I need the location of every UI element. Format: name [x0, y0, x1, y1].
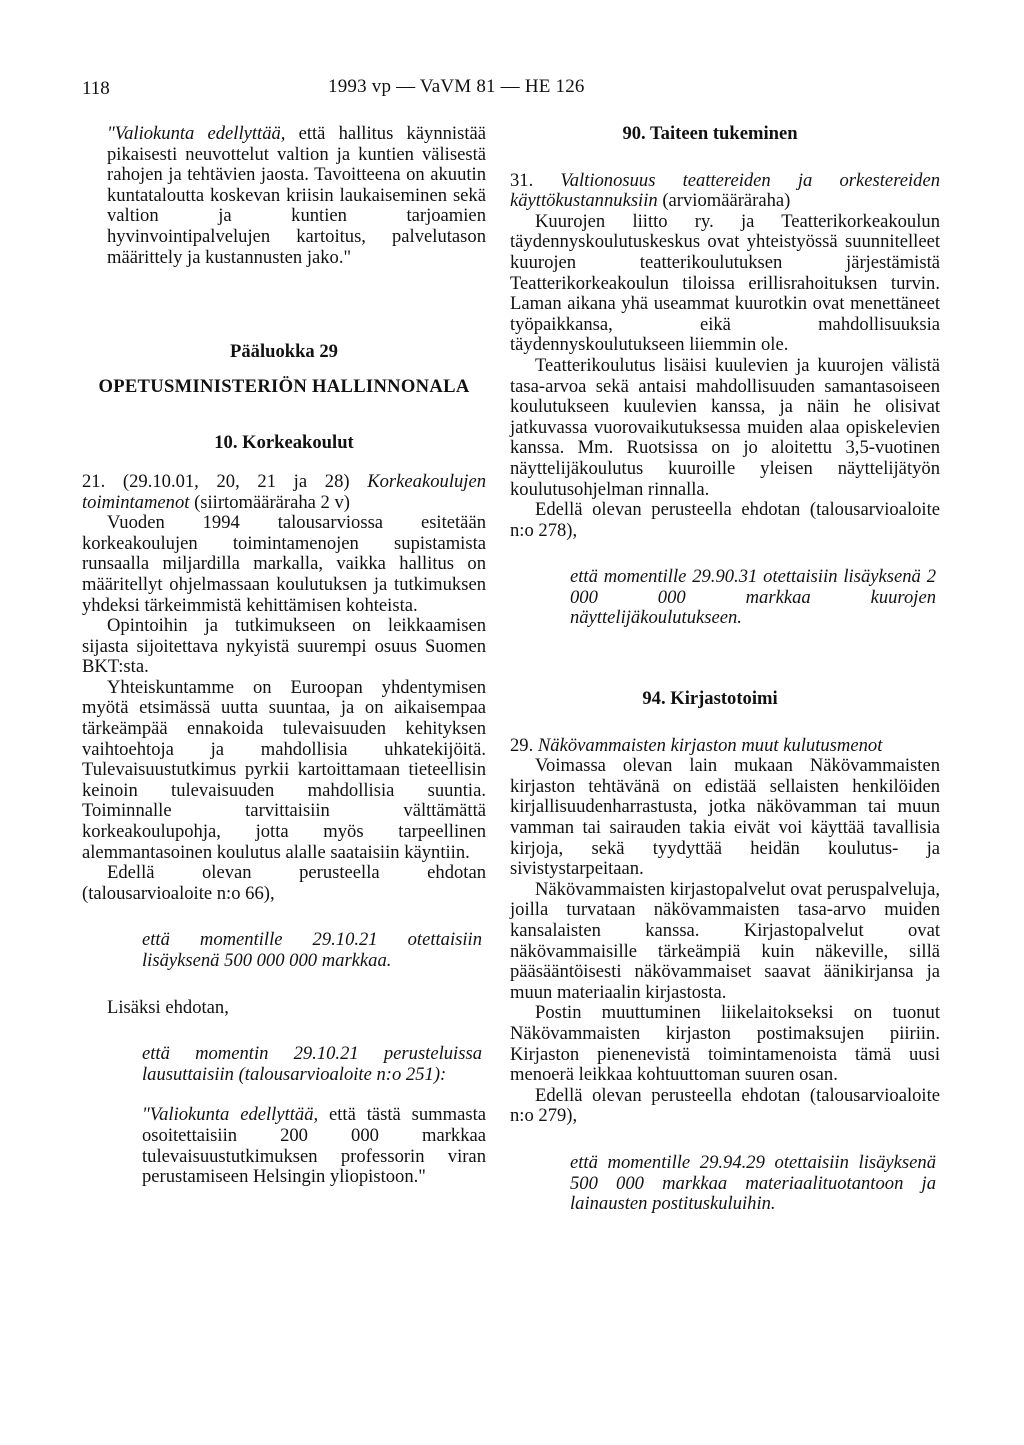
section-heading-10: 10. Korkeakoulut: [214, 432, 354, 454]
section-heading-90: 90. Taiteen tukeminen: [622, 123, 798, 144]
quote-text: että hallitus käynnistää pikaisesti neuvottelut valtion ja kuntien välisestä rahojen ja tehtävien jaosta. Tavoitteena on akuutin kuntataloutta koskevan kriisin laukaiseminen sekä valtion ja kuntien tarjoamien hyvinvointipalvelujen kartoitus, palvelutason määrittely ja kustannusten jako.": [107, 123, 486, 268]
quote-lead: "Valiokunta edellyttää,: [142, 1104, 319, 1126]
running-header: 1993 vp — VaVM 81 — HE 126: [328, 76, 585, 97]
page-number: 118: [82, 78, 110, 99]
quote-paragraph: [82, 1105, 486, 1187]
paragraph: Yhteiskuntamme on Euroopan yhdentymisen myötä etsimässä uutta suuntaa, ja on aikaisempaa tärkeämpää ennakoida tulevaisuuden kehityksen vaihtoehtoja ja mahdollisia uhkatekijöitä. Tulevaisuustutkimus pyrkii kartoittamaan tieteellisin keinoin tulevaisuuden mahdollisia suuntia. Toiminnalle tarvittaisiin välttämättä korkeakoulupohja, jotta myös tarpeellinen alemmantasoinen koulutus alalle saataisiin käyntiin.: [82, 676, 486, 863]
proposal-text: että momentille 29.94.29 otettaisiin lisäyksenä 500 000 markkaa materiaalituotantoon ja lainausten postituskuluihin.: [570, 1151, 936, 1215]
ministry-heading: OPETUSMINISTERIÖN HALLINNONALA: [98, 375, 470, 397]
paragraph: Vuoden 1994 talousarviossa esitetään korkeakoulujen toimintamenojen supistamista runsaalla miljardilla markalla, vaikka hallitus on määritellyt ohjelmassaan koulutuksen ja tutkimuksen yhdeksi tärkeimmistä kehittämisen kohteista.: [82, 512, 486, 616]
quote-text: että tästä summasta osoitettaisiin 200 000 markkaa tulevaisuustutkimuksen professorin viran perustamiseen Helsingin yliopistoon.": [142, 1104, 486, 1188]
paragraph: Edellä olevan perusteella ehdotan (talousarvioaloite n:o 279),: [510, 1084, 940, 1127]
item-title: Näkövammaisten kirjaston muut kulutusmenot: [537, 734, 883, 756]
proposal-text: että momentille 29.90.31 otettaisiin lisäyksenä 2 000 000 markkaa kuurojen näyttelijäkoulutukseen.: [570, 566, 936, 629]
item-type: (siirtomääräraha 2 v): [189, 491, 350, 513]
paragraph: Kuurojen liitto ry. ja Teatterikorkeakoulun täydennyskoulutuskeskus ovat yhteistyössä suunnitelleet kuurojen teatterikoulutuksen järjestämistä Teatterikorkeakoulun tiloissa erillisrahoituksen turvin. Laman aikana yhä useammat kuurotkin ovat menettäneet työpaikkansa, eikä mahdollisuuksia täydennyskoulutukseen liiemmin ole.: [510, 210, 940, 356]
item-title: Valtionosuus teattereiden ja orkestereiden käyttökustannuksiin: [510, 169, 941, 212]
item-heading-29: [510, 736, 940, 757]
item-type: (arviomääräraha): [657, 190, 791, 212]
item-number: 31.: [510, 169, 561, 191]
item-title: Korkeakoulujen toimintamenot: [82, 470, 486, 513]
paragraph: Opintoihin ja tutkimukseen on leikkaamisen sijasta sijoitettava nykyistä suurempi osuus Suomen BKT:sta.: [82, 615, 486, 678]
item-number: 21. (29.10.01, 20, 21 ja 28): [82, 470, 368, 492]
section-heading-94: 94. Kirjastotoimi: [642, 688, 778, 710]
proposal-text: että momentin 29.10.21 perusteluissa lausuttaisiin (talousarvioaloite n:o 251):: [142, 1043, 482, 1085]
right-column: [510, 124, 940, 1215]
quote-lead: "Valiokunta edellyttää,: [107, 123, 286, 144]
paragraph: Edellä olevan perusteella ehdotan (talousarvioaloite n:o 278),: [510, 499, 940, 541]
paragraph: Teatterikoulutus lisäisi kuulevien ja kuurojen välistä tasa-arvoa sekä antaisi mahdollisuuden samantasoiseen koulutukseen kuulevien kanssa, ja näin he olisivat jatkuvassa vuorovaikutuksessa muiden alaa opiskelevien kanssa. Mm. Ruotsissa on jo aloitettu 3,5-vuotinen näyttelijäkoulutus kuuroille yleisen näyttelijätyön koulutusohjelman rinnalla.: [510, 354, 940, 500]
item-number: 29.: [510, 734, 538, 756]
paragraph: Lisäksi ehdotan,: [107, 996, 229, 1018]
quote-paragraph: [82, 124, 486, 268]
left-column: [82, 124, 486, 1188]
item-heading-21: [82, 472, 486, 513]
paragraph: Näkövammaisten kirjastopalvelut ovat peruspalveluja, joilla turvataan näkövammaisten tasa-arvo muiden kansalaisten kanssa. Kirjastopalvelut ovat näkövammaisille tärkeämpiä kuin näkeville, sillä pääsääntöisesti näkövammaiset saavat äänikirjansa ja muun materiaalin kirjastosta.: [510, 878, 940, 1003]
proposal-text: että momentille 29.10.21 otettaisiin lisäyksenä 500 000 000 markkaa.: [142, 929, 482, 971]
paragraph: Edellä olevan perusteella ehdotan (talousarvioaloite n:o 66),: [82, 862, 486, 904]
main-class-heading: Pääluokka 29: [230, 341, 338, 363]
item-heading-31: [510, 171, 940, 212]
paragraph: Postin muuttuminen liikelaitokseksi on tuonut Näkövammaisten kirjaston postimaksujen piiriin. Kirjaston pienenevistä toimintamenoista tämä uusi menoerä leikkaa kohtuuttoman suuren osan.: [510, 1002, 940, 1086]
paragraph: Voimassa olevan lain mukaan Näkövammaisten kirjaston tehtävänä on edistää sellaisten henkilöiden kirjallisuudenharrastusta, jotka näkövamman tai muun vamman tai sairauden takia eivät voi käyttää tavallisia kirjoja, sekä tyydyttää heidän koulutus- ja sivistystarpeitaan.: [510, 755, 940, 880]
